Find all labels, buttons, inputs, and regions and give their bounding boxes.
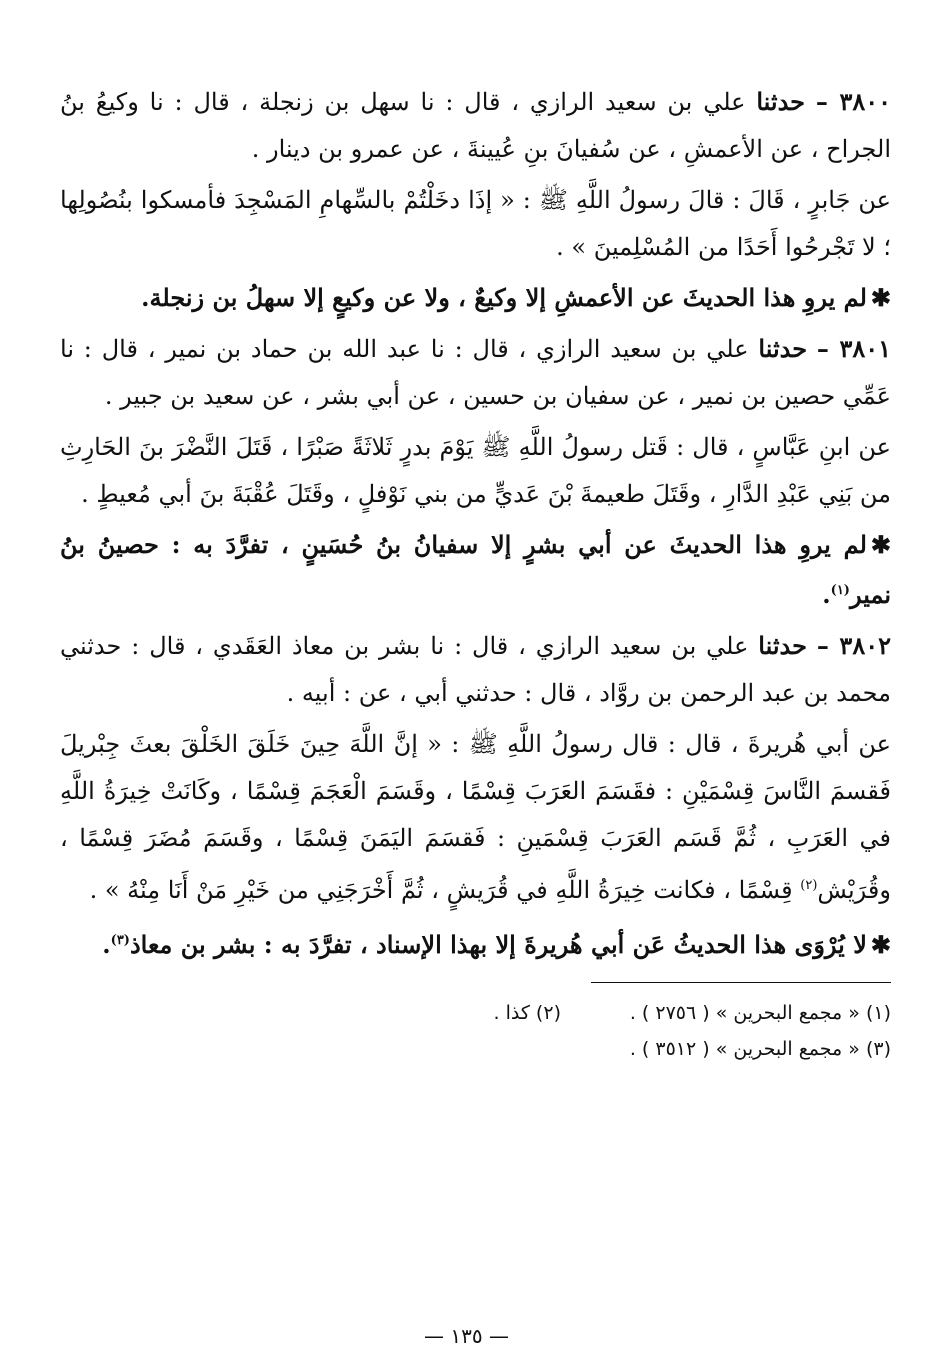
footnote-ref: (١) (830, 583, 850, 598)
isnad-text: علي بن سعيد الرازي ، قال : نا عبد الله بن حماد بن نمير ، قال : نا عَمِّي حصين بن نمير ، عن سفيان بن حسين ، عن أبي بشر ، عن سعيد بن جبير . (60, 335, 891, 410)
footnote-ref: (٣) (110, 933, 130, 948)
star-icon: ✱ (870, 283, 891, 312)
matn-text: عن جَابرٍ ، قَالَ : قالَ رسولُ اللَّهِ ﷺ : « إذَا دخَلْتُمْ بالسِّهامِ المَسْجِدَ فأمسكوا بنُصُولِها ؛ لا تَجْرحُوا أَحَدًا من المُسْلِمينَ » . (60, 186, 891, 261)
hadith-3802-isnad (60, 622, 891, 717)
hadith-3802-note (60, 918, 891, 968)
hadith-lead-word: حدثنا (756, 87, 805, 116)
footnote-ref: (٢) (800, 878, 818, 893)
hadith-number: ٣٨٠١ – (816, 334, 891, 363)
hadith-3801-matn (60, 424, 891, 518)
hadith-lead-word: حدثنا (758, 631, 807, 660)
hadith-lead-word: حدثنا (758, 334, 808, 363)
hadith-3800-note (60, 275, 891, 321)
note-end: . (102, 930, 111, 959)
hadith-3801-isnad (60, 325, 891, 420)
note-end: . (822, 580, 831, 609)
footnote-divider (591, 982, 891, 983)
matn-text: عن ابنِ عَبَّاسٍ ، قال : قَتل رسولُ اللَّهِ ﷺ يَوْمَ بدرٍ ثَلاثَةً صَبْرًا ، قَتَلَ النَّضْرَ بنَ الحَارِثِ من بَنِي عَبْدِ الدَّارِ ، وقَتَلَ طعيمةَ بْنَ عَديٍّ من بني نَوْفلٍ ، وقَتَلَ عُقْبَةَ بنَ أبي مُعيطٍ . (60, 433, 891, 508)
note-text: لم يروِ هذا الحديثَ عن الأعمشِ إلا وكيعٌ ، ولا عن وكيعٍ إلا سهلُ بن زنجلة. (141, 283, 867, 312)
hadith-number: ٣٨٠٢ – (816, 631, 891, 660)
isnad-text: علي بن سعيد الرازي ، قال : نا سهل بن زنجلة ، قال : نا وكيعُ بنُ الجراح ، عن الأعمشِ ، عن سُفيانَ بنِ عُيينةَ ، عن عمرو بن دينار . (60, 88, 891, 163)
footnote-row-1 (60, 995, 891, 1031)
hadith-3800-isnad (60, 78, 891, 173)
note-text: لم يروِ هذا الحديثَ عن أبي بشرٍ إلا سفيانُ بنُ حُسَينٍ ، تفرَّدَ به : حصينُ بنُ نمير (60, 530, 891, 609)
hadith-number: ٣٨٠٠ – (815, 87, 891, 116)
matn-text-a: عن أبي هُريرةَ ، قال : قال رسولُ اللَّهِ ﷺ : « إنَّ اللَّهَ حِينَ خَلَقَ الخَلْقَ بعثَ جِبْريلَ فَقسمَ النَّاسَ قِسْمَيْنِ : فقَسَمَ العَرَبَ قِسْمًا ، وقَسَمَ الْعَجَمَ قِسْمًا ، وكَانَتْ خِيرَةُ اللَّهِ في العَرَبِ ، ثُمَّ قَسَم العَرَبَ قِسْمَينِ : فَقسَمَ اليَمَنَ قِسْمًا ، وقَسَمَ مُضَرَ قِسْمًا ، وقُرَيْش (60, 730, 891, 904)
star-icon: ✱ (870, 530, 891, 559)
footnote-1: (١) « مجمع البحرين » ( ٢٧٥٦ ) . (629, 1002, 891, 1024)
matn-text-b: قِسْمًا ، فكانت خِيرَةُ اللَّهِ في قُرَيشٍ ، ثُمَّ أَخْرَجَنِي من خَيْرِ مَنْ أَنَا مِنْهُ » . (89, 876, 801, 904)
footnote-2: (٢) كذا . (493, 1002, 561, 1024)
footnote-row-2 (60, 1031, 891, 1067)
star-icon: ✱ (870, 930, 891, 959)
note-text: لا يُرْوَى هذا الحديثُ عَن أبي هُريرةَ إلا بهذا الإسناد ، تفرَّدَ به : بشر بن معاذ (129, 930, 867, 959)
hadith-3800-matn (60, 177, 891, 271)
hadith-3801-note (60, 522, 891, 618)
isnad-text: علي بن سعيد الرازي ، قال : نا بشر بن معاذ العَقَدي ، قال : حدثني محمد بن عبد الرحمن بن روَّاد ، قال : حدثني أبي ، عن : أبيه . (60, 632, 891, 707)
hadith-3802-matn (60, 721, 891, 914)
page-number: — ١٣٥ — (424, 1324, 509, 1348)
footnote-3: (٣) « مجمع البحرين » ( ٣٥١٢ ) . (629, 1038, 891, 1060)
